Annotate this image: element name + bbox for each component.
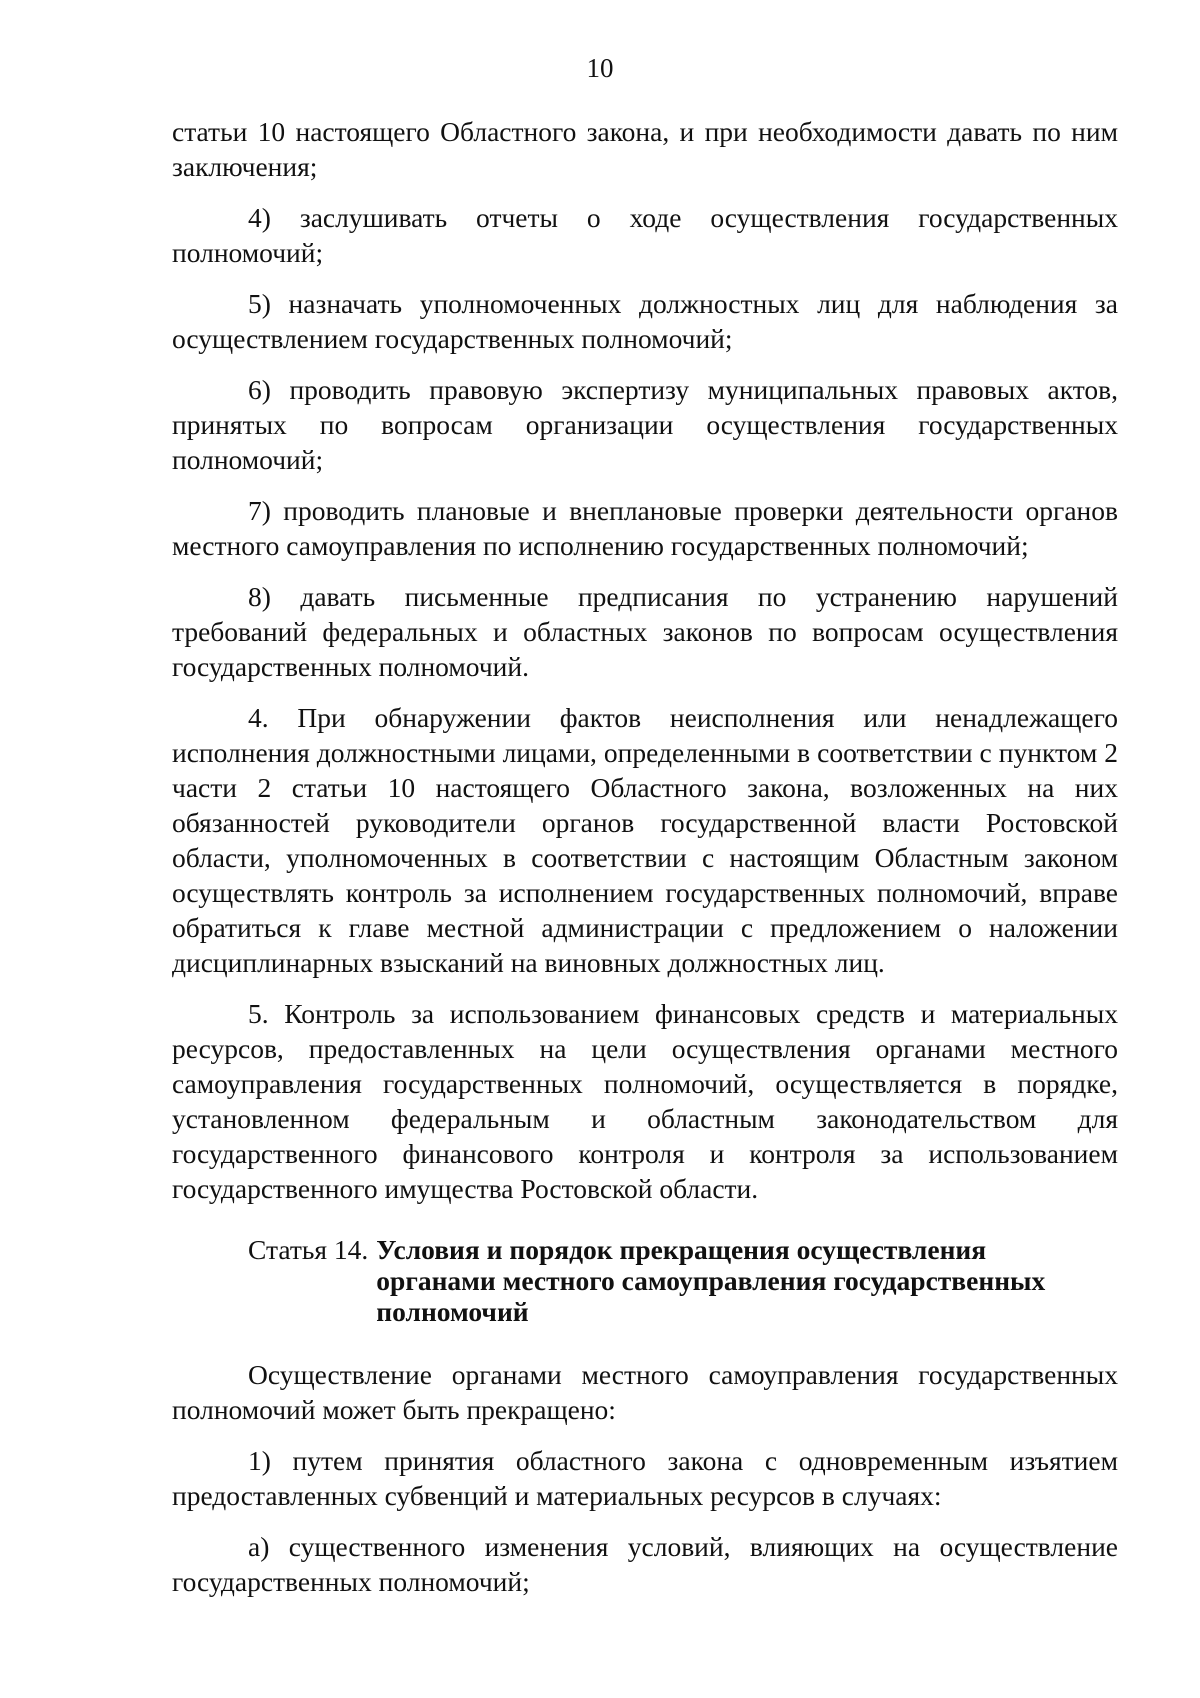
paragraph: статьи 10 настоящего Областного закона, и при необходимости давать по ним заключения; (172, 116, 1118, 182)
article-label: Статья 14. (248, 1234, 369, 1265)
paragraph: 1) путем принятия областного закона с одновременным изъятием предоставленных субвенций и материальных ресурсов в случаях: (172, 1445, 1118, 1511)
paragraph: 7) проводить плановые и внеплановые проверки деятельности органов местного самоуправления по исполнению государственных полномочий; (172, 495, 1118, 561)
paragraph: а) существенного изменения условий, влияющих на осуществление государственных полномочий; (172, 1531, 1118, 1597)
paragraph: 4. При обнаружении фактов неисполнения или ненадлежащего исполнения должностными лицами, определенными в соответствии с пунктом 2 части 2 статьи 10 настоящего Областного закона, возложенных на них обязанностей руководители органов государственной власти Ростовской области, уполномоченных в соответствии с настоящим Областным законом осуществлять контроль за исполнением государственных полномочий, вправе обратиться к главе местной администрации с предложением о наложении дисциплинарных взысканий на виновных должностных лиц. (172, 702, 1118, 978)
article-heading (248, 1234, 1118, 1327)
paragraph: 5) назначать уполномоченных должностных лиц для наблюдения за осуществлением государственных полномочий; (172, 288, 1118, 354)
page-number: 10 (586, 53, 614, 83)
paragraph: 6) проводить правовую экспертизу муниципальных правовых актов, принятых по вопросам организации осуществления государственных полномочий; (172, 374, 1118, 475)
paragraph: Осуществление органами местного самоуправления государственных полномочий может быть прекращено: (172, 1359, 1118, 1425)
document-body (172, 114, 1118, 1615)
paragraph: 4) заслушивать отчеты о ходе осуществления государственных полномочий; (172, 202, 1118, 268)
paragraph: 8) давать письменные предписания по устранению нарушений требований федеральных и областных законов по вопросам осуществления государственных полномочий. (172, 581, 1118, 682)
paragraph: 5. Контроль за использованием финансовых средств и материальных ресурсов, предоставленных на цели осуществления органами местного самоуправления государственных полномочий, осуществляется в порядке, установленном федеральным и областным законодательством для государственного финансового контроля и контроля за использованием государственного имущества Ростовской области. (172, 998, 1118, 1204)
article-title: Условия и порядок прекращения осуществления органами местного самоуправления государственных полномочий (376, 1234, 1046, 1327)
